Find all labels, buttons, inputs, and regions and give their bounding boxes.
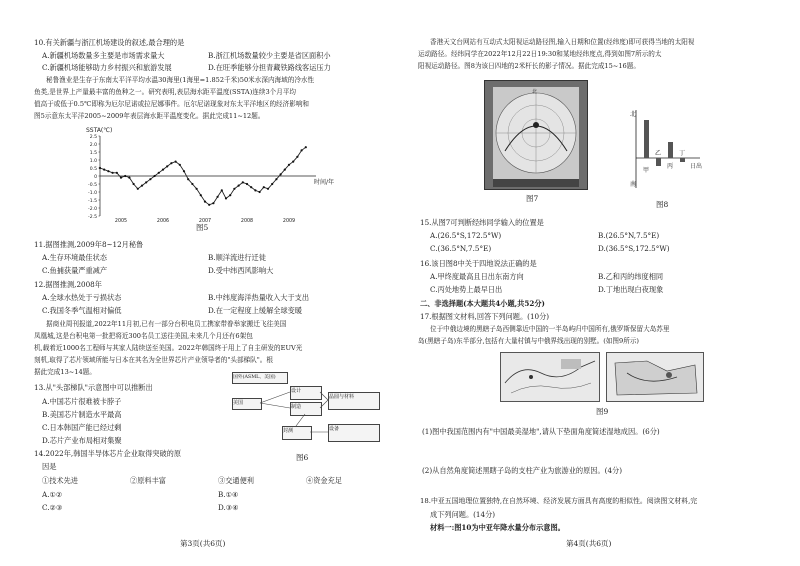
fig8-bar-bing bbox=[668, 142, 673, 158]
q12-option-c: C.我国冬季气温相对偏低 bbox=[42, 306, 122, 315]
fig7-sky-dome bbox=[485, 81, 587, 189]
q11-option-c: C.鱼捕获量严重减产 bbox=[42, 266, 108, 275]
passage3-line3: 阳视运动路径。图8为该日四地的2米杆长的影子情况。据此完成15~16题。 bbox=[418, 62, 640, 70]
fig5-data-point bbox=[107, 170, 109, 172]
q16-option-a: A.甲终度最高且日出东南方向 bbox=[430, 272, 524, 281]
fig5-data-point bbox=[116, 172, 118, 174]
q12-option-b: B.中纬度海洋热量收入大于支出 bbox=[208, 293, 310, 302]
fig5-data-point bbox=[162, 169, 164, 171]
q16-option-c: C.丙处地势上最早日出 bbox=[430, 285, 503, 294]
fig5-data-point bbox=[263, 186, 265, 188]
q15-option-b: B.(26.5°N,7.5°E) bbox=[598, 231, 660, 240]
q16-option-b: B.乙和丙的纬度相同 bbox=[598, 272, 664, 281]
fig5-data-point bbox=[254, 189, 256, 191]
fig5-data-point bbox=[158, 172, 160, 174]
fig5-xtick-label: 2005 bbox=[114, 219, 128, 224]
fig5-data-point bbox=[238, 185, 240, 187]
fig5-xtick-label: 2008 bbox=[240, 219, 254, 224]
fig5-data-point bbox=[179, 164, 181, 166]
passage3-line1: 香港天文台网站有互动式太阳视运动路径图,输入日期和位置(经纬度)即可获得当地的太阳视 bbox=[430, 38, 695, 46]
q16-option-d: D.丁地出现白夜现象 bbox=[598, 285, 664, 294]
fig6-box-wafer: 晶圆与材料 bbox=[328, 392, 380, 410]
fig5-ytick-label: 0.5 bbox=[89, 167, 97, 172]
q11-stem: 11.据图推测,2009年8~12月秘鲁 bbox=[34, 240, 144, 249]
fig8-label-jia: 甲 bbox=[643, 167, 650, 174]
fig7-caption: 图7 bbox=[526, 194, 539, 203]
fig8-shadow-chart bbox=[618, 106, 718, 192]
q12-option-d: D.在一定程度上缓解全球变暖 bbox=[208, 306, 303, 315]
fig5-data-point bbox=[200, 194, 202, 196]
fig5-data-point bbox=[128, 177, 130, 179]
fig5-xlabel: 时间/年 bbox=[314, 179, 335, 186]
q10-option-d: D.在旺季能够分担青藏铁路线客运压力 bbox=[208, 63, 331, 72]
fig5-data-point bbox=[301, 149, 303, 151]
fig5-data-point bbox=[99, 167, 101, 169]
fig8-label-bing: 丙 bbox=[667, 163, 674, 170]
fig5-ytick-label: -2.5 bbox=[88, 215, 97, 220]
fig5-data-point bbox=[191, 183, 193, 185]
fig5-ytick-label: -2.0 bbox=[88, 207, 97, 212]
fig9-map-right bbox=[606, 352, 704, 402]
fig5-data-point bbox=[305, 146, 307, 148]
fig6-diagram bbox=[232, 372, 382, 450]
fig5-data-point bbox=[166, 165, 168, 167]
passage1-line1: 秘鲁渔业是生存于东南太平洋平均水温30海里(1海里=1.852千米)50米水深内海域的冷水性 bbox=[46, 76, 315, 84]
fig5-data-point bbox=[292, 161, 294, 163]
fig5-ytick-label: 1.5 bbox=[89, 151, 97, 156]
section-2-heading: 二、非选择题(本大题共4小题,共52分) bbox=[420, 299, 545, 308]
fig8-south: 南 bbox=[630, 181, 637, 188]
passage1-line3: 值高于或低于0.5℃即称为厄尔尼诺或拉尼娜事件。厄尔尼诺现象对东太平洋地区的经济影响和 bbox=[34, 100, 310, 108]
passage1-line4: 图5示意东太平洋2005~2009年表层海水距平温度变化。据此完成11~12题。 bbox=[34, 112, 265, 120]
q14-item-1: ①技术先进 bbox=[42, 476, 78, 485]
fig5-data-point bbox=[221, 189, 223, 191]
fig5-data-point bbox=[212, 202, 214, 204]
fig5-ytick-label: -1.0 bbox=[88, 191, 97, 196]
q14-stem: 14.2022年,韩国半导体芯片企业取得突破的原 bbox=[34, 449, 182, 458]
fig5-data-point bbox=[204, 201, 206, 203]
q14-item-4: ④资金充足 bbox=[306, 476, 342, 485]
fig5-data-point bbox=[137, 188, 139, 190]
fig5-data-point bbox=[196, 188, 198, 190]
left-page-footer: 第3页(共6页) bbox=[180, 539, 226, 548]
fig6-box-packaging: 封测 bbox=[282, 426, 312, 440]
q13-option-a: A.中国芯片很难被卡脖子 bbox=[42, 397, 122, 406]
fig8-caption: 图8 bbox=[656, 200, 669, 209]
fig5-line-chart bbox=[60, 124, 350, 224]
q17-sub2: (2)从自然角度简述黑瞎子岛的支柱产业为旅游业的原因。(4分) bbox=[422, 466, 623, 475]
q10-option-b: B.浙江机场数量较少主要是省区面积小 bbox=[208, 51, 331, 60]
q10-option-c: C.新疆机场能够助力乡村振兴和旅游发展 bbox=[42, 63, 172, 72]
q10-stem: 10.有关新疆与浙江机场建设的叙述,最合理的是 bbox=[34, 38, 185, 47]
fig8-bar-yi bbox=[656, 158, 661, 166]
fig5-data-point bbox=[112, 172, 114, 174]
fig5-data-point bbox=[267, 188, 269, 190]
fig5-xtick-label: 2009 bbox=[282, 219, 296, 224]
q14-option-d: D.③④ bbox=[218, 503, 239, 512]
fig5-ytick-label: 1.0 bbox=[89, 159, 97, 164]
fig5-xtick-label: 2007 bbox=[198, 219, 212, 224]
passage2-line1: 据商业周刊报道,2022年11月初,已有一部分台积电员工携家带眷举家搬迁飞往美国 bbox=[46, 320, 287, 328]
fig8-label-ding: 丁 bbox=[679, 150, 686, 157]
fig9-map-left bbox=[500, 352, 600, 402]
fig6-box-manufacture: 制造 bbox=[290, 402, 322, 416]
fig5-data-point bbox=[229, 194, 231, 196]
passage2-line5: 据此完成13~14题。 bbox=[34, 368, 96, 376]
fig5-data-point bbox=[141, 185, 143, 187]
q11-option-d: D.受中纬西风影响大 bbox=[208, 266, 274, 275]
fig6-box-design: 设计 bbox=[290, 386, 322, 400]
passage3-line2: 运动路径。经纬同学在2022年12月22日19:30和某地经纬度点,得到如图7所示的太 bbox=[418, 50, 662, 58]
fig5-data-point bbox=[120, 177, 122, 179]
q12-stem: 12.据图推测,2008年 bbox=[34, 280, 102, 289]
fig8-north: 北 bbox=[630, 111, 637, 118]
q17-text-2: 岛(黑瞎子岛)东半部分,包括有大量村镇与中俄界线出现的别墅。(如图9所示) bbox=[418, 337, 639, 345]
q12-option-a: A.全球水热处于亏损状态 bbox=[42, 293, 122, 302]
fig5-ytick-label: -1.5 bbox=[88, 199, 97, 204]
q14-item-2: ②原料丰富 bbox=[130, 476, 166, 485]
q15-option-d: D.(36.5°S,172.5°W) bbox=[598, 244, 670, 253]
fig5-data-point bbox=[246, 183, 248, 185]
fig5-data-point bbox=[175, 161, 177, 163]
fig7-north-label: 北 bbox=[532, 89, 538, 95]
q18-material-1: 材料一:图10为中亚年降水量分布示意图。 bbox=[430, 523, 565, 532]
fig5-ytick-label: 2.5 bbox=[89, 135, 97, 140]
fig6-caption: 图6 bbox=[296, 453, 309, 462]
fig5-data-point bbox=[288, 164, 290, 166]
q18-stem: 18.中亚五国地理位置独特,在自然环境、经济发展方面具有高度的相似性。阅读图文材料,完 bbox=[420, 497, 698, 505]
fig8-xlabel: 日出 bbox=[690, 163, 703, 170]
q16-stem: 16.该日图8中关于四地说法正确的是 bbox=[420, 259, 537, 268]
q15-option-a: A.(26.5°S,172.5°W) bbox=[430, 231, 502, 240]
fig5-ytick-label: 0 bbox=[94, 175, 97, 180]
q14-option-a: A.①② bbox=[42, 490, 63, 499]
fig5-data-point bbox=[149, 178, 151, 180]
q17-stem: 17.根据图文材料,回答下列问题。(10分) bbox=[420, 312, 550, 321]
fig5-data-point bbox=[187, 178, 189, 180]
fig6-connectors bbox=[232, 372, 382, 450]
q14-item-3: ③交通便利 bbox=[218, 476, 254, 485]
q14-option-c: C.②③ bbox=[42, 503, 63, 512]
fig5-data-point bbox=[259, 191, 261, 193]
fig6-box-us-left: 美国 bbox=[232, 398, 262, 410]
fig5-data-point bbox=[242, 181, 244, 183]
fig8-bar-ding bbox=[680, 158, 685, 162]
fig5-xtick-label: 2006 bbox=[156, 219, 170, 224]
fig5-data-point bbox=[124, 175, 126, 177]
fig5-data-point bbox=[275, 178, 277, 180]
fig6-box-equipment: 设备 bbox=[328, 424, 380, 442]
fig5-data-point bbox=[154, 175, 156, 177]
fig5-data-point bbox=[217, 196, 219, 198]
fig5-ytick-label: -0.5 bbox=[88, 183, 97, 188]
fig5-data-point bbox=[208, 204, 210, 206]
fig5-data-point bbox=[280, 173, 282, 175]
q13-stem: 13.从"头部梯队"示意图中可以推断出 bbox=[34, 383, 153, 392]
right-page-footer: 第4页(共6页) bbox=[566, 539, 612, 548]
passage2-line2: 凤凰城,这是台积电第一批把将近300名员工送往美国,未来几个月还有6架包 bbox=[34, 332, 253, 340]
fig5-data-point bbox=[225, 197, 227, 199]
fig8-bar-jia bbox=[644, 120, 649, 158]
fig9-caption: 图9 bbox=[596, 407, 609, 416]
q17-sub1: (1)图中我国范围内有"中国最美湿地",请从下垫面角度简述湿地成因。(6分) bbox=[422, 427, 660, 436]
fig8-label-yi: 乙 bbox=[655, 150, 662, 157]
q10-option-a: A.新疆机场数量多主要是市场需求量大 bbox=[42, 51, 165, 60]
fig5-data-point bbox=[250, 186, 252, 188]
fig5-data-point bbox=[183, 170, 185, 172]
passage2-line4: 刻机,取得了芯片领域所能与日本在其名为全世界芯片产业领导者的"头部梯队"。根 bbox=[34, 356, 273, 364]
q11-option-a: A.生存环境最佳状态 bbox=[42, 253, 107, 262]
fig5-data-point bbox=[145, 181, 147, 183]
fig5-ytick-label: 2.0 bbox=[89, 143, 97, 148]
q11-option-b: B.顺洋流进行迁徙 bbox=[208, 253, 266, 262]
fig5-data-point bbox=[233, 188, 235, 190]
q13-option-b: B.美国芯片制造水平最高 bbox=[42, 410, 122, 419]
q14-stem-cont: 因是 bbox=[42, 462, 57, 471]
fig5-data-point bbox=[284, 169, 286, 171]
passage1-line2: 鱼类,是世界上产量最丰富的鱼种之一。研究表明,表层海水距平温度(SSTA)连续3个月平均 bbox=[34, 88, 297, 96]
fig5-data-point bbox=[170, 162, 172, 164]
fig5-data-point bbox=[103, 169, 105, 171]
fig5-data-point bbox=[133, 183, 135, 185]
q18-stem-cont: 成下列问题。(14分) bbox=[430, 510, 496, 519]
fig5-data-point bbox=[271, 183, 273, 185]
right-page bbox=[400, 0, 800, 566]
q17-text-1: 位于中俄边境的黑瞎子岛西侧靠近中国的一半岛屿归中国所有,俄罗斯保留大岛苏里 bbox=[430, 325, 670, 333]
q13-option-d: D.芯片产业布局相对集聚 bbox=[42, 436, 122, 445]
fig6-box-top: 国外(ASML、美国) bbox=[232, 372, 288, 384]
passage2-line3: 机,载着近1000名工程师与其家人陆续送至美国。2022年韩国终于用上了自主研发的EUV光 bbox=[34, 344, 303, 352]
fig7-sun-path-image bbox=[484, 80, 588, 190]
q13-option-c: C.日本韩国产能已经过剩 bbox=[42, 423, 122, 432]
q15-option-c: C.(36.5°N,7.5°E) bbox=[430, 244, 492, 253]
q15-stem: 15.从图7可判断经纬同学输入的位置是 bbox=[420, 218, 544, 227]
fig5-data-point bbox=[296, 156, 298, 158]
fig5-ylabel: SSTA(℃) bbox=[86, 127, 113, 134]
q14-option-b: B.①④ bbox=[218, 490, 239, 499]
fig5-caption: 图5 bbox=[196, 223, 209, 232]
